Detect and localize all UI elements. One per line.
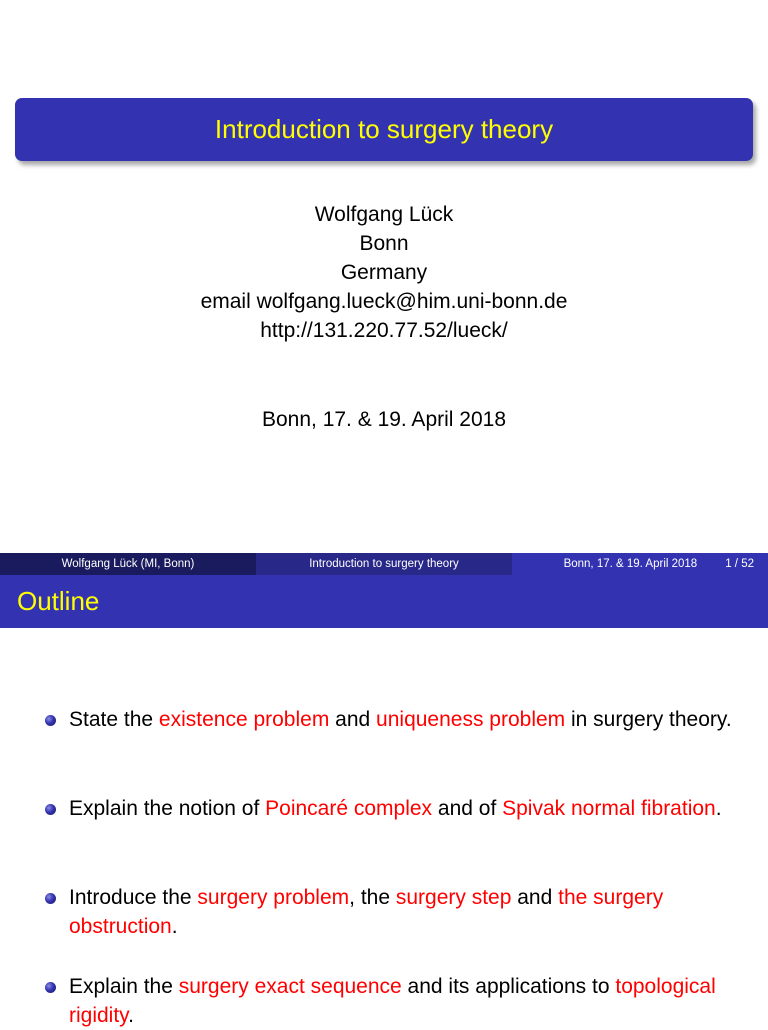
highlighted-term: surgery exact sequence [178,975,402,998]
footline-title: Introduction to surgery theory [256,553,512,575]
highlighted-term: Spivak normal fibration [502,797,716,820]
text-segment: and [329,708,377,731]
text-segment: . [128,1004,134,1027]
text-segment: Explain the [69,975,179,998]
frame-title: Outline [17,586,100,616]
footline [0,553,768,575]
outline-item-text [69,794,749,823]
bullet-icon [45,715,56,726]
footline-date-cell [512,553,768,575]
presentation-title: Introduction to surgery theory [214,114,554,144]
author-name: Wolfgang Lück [314,203,454,226]
frame-title-bar [0,575,768,628]
bullet-icon [45,804,56,815]
author-url: http://131.220.77.52/lueck/ [260,319,508,342]
title-box [15,98,753,161]
text-segment: . [715,797,722,820]
text-segment: and [511,886,559,909]
author-block [0,200,768,345]
highlighted-term: existence problem [158,708,330,731]
bullet-icon [45,893,56,904]
highlighted-term: Poincaré complex [265,797,433,820]
text-segment: and its applications to [401,975,616,998]
text-segment: , the [349,886,396,909]
author-city: Bonn [359,232,409,255]
outline-item-text [69,972,749,1030]
page-number: 1 / 52 [725,558,754,570]
highlighted-term: surgery step [395,886,512,909]
presentation-date: Bonn, 17. & 19. April 2018 [261,408,506,431]
text-segment: . [171,915,178,938]
outline-item-text [69,883,749,941]
author-country: Germany [340,261,428,284]
footline-date: Bonn, 17. & 19. April 2018 [563,558,698,570]
highlighted-term: uniqueness problem [376,708,566,731]
text-segment: Explain the notion of [69,797,266,820]
highlighted-term: surgery problem [197,886,350,909]
outline-item-text [69,705,749,734]
footline-author: Wolfgang Lück (MI, Bonn) [0,553,256,575]
bullet-icon [45,982,56,993]
highlighted-term: the surgery obstruction [69,886,664,938]
text-segment: Introduce the [69,886,198,909]
author-email: email wolfgang.lueck@him.uni-bonn.de [200,290,568,313]
text-segment: in surgery theory. [565,708,732,731]
highlighted-term: topological rigidity [69,975,716,1027]
text-segment: State the [69,708,159,731]
text-segment: and of [432,797,503,820]
